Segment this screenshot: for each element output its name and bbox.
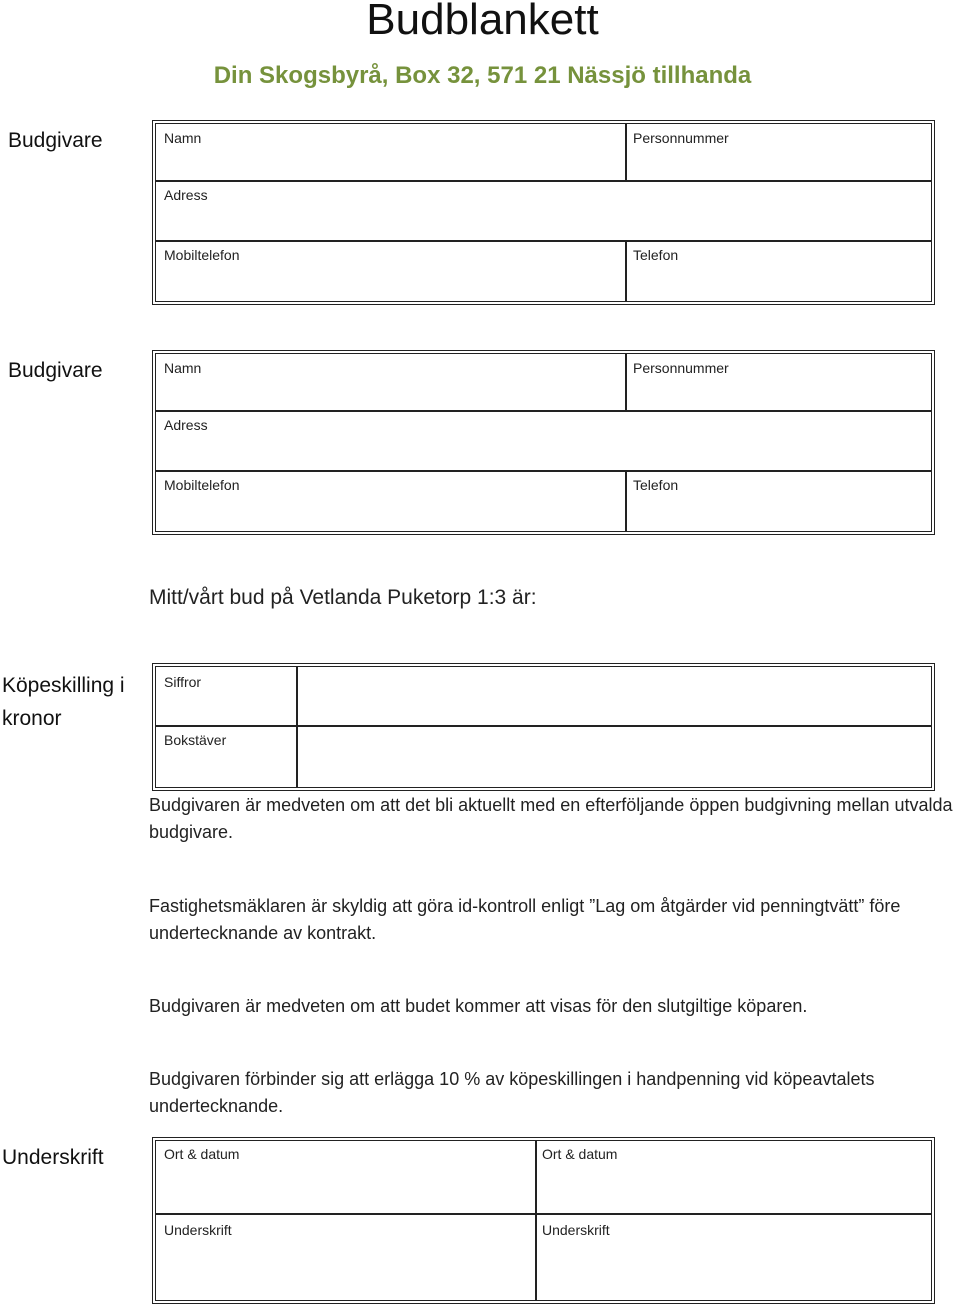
bidder-2-box (152, 350, 935, 535)
form-subtitle: Din Skogsbyrå, Box 32, 571 21 Nässjö tillhanda (213, 62, 752, 89)
form-title: Budblankett (366, 0, 599, 44)
bidder-2-phone-field[interactable]: Telefon (633, 477, 679, 493)
price-label-line1: Köpeskilling i (2, 674, 125, 697)
signature-label: Underskrift (2, 1146, 104, 1169)
signature-field-2[interactable]: Underskrift (542, 1222, 610, 1238)
price-letters-field[interactable]: Bokstäver (164, 732, 227, 748)
bidder-1-name-field[interactable]: Namn (164, 130, 202, 146)
bidder-1-phone-field[interactable]: Telefon (633, 247, 679, 263)
bidder-2-address-field[interactable]: Adress (164, 417, 208, 433)
term-bid-visibility: Budgivaren är medveten om att budet kommer att visas för den slutgiltige köparen. (149, 996, 808, 1016)
bidder-2-name-field[interactable]: Namn (164, 360, 202, 376)
bidder-2-mobile-field[interactable]: Mobiltelefon (164, 477, 240, 493)
bidder-2-label: Budgivare (8, 359, 103, 382)
signature-field-1[interactable]: Underskrift (164, 1222, 232, 1238)
place-date-field-1[interactable]: Ort & datum (164, 1146, 240, 1162)
price-digits-field[interactable]: Siffror (164, 674, 202, 690)
bidder-1-address-field[interactable]: Adress (164, 187, 208, 203)
price-label-line2: kronor (2, 707, 62, 730)
signature-box (152, 1137, 935, 1304)
bidder-2-personnummer-field[interactable]: Personnummer (633, 360, 729, 376)
bidder-1-mobile-field[interactable]: Mobiltelefon (164, 247, 240, 263)
price-box (152, 663, 935, 791)
term-deposit: Budgivaren förbinder sig att erlägga 10 % av köpeskillingen i handpenning vid köpeavtalets undertecknande. (149, 1069, 875, 1116)
bidder-1-label: Budgivare (8, 129, 103, 152)
term-open-bidding: Budgivaren är medveten om att det bli aktuellt med en efterföljande öppen budgivning mellan utvalda budgivare. (149, 795, 953, 842)
term-id-check: Fastighetsmäklaren är skyldig att göra id-kontroll enligt ”Lag om åtgärder vid penningtvätt” före undertecknande av kontrakt. (149, 896, 901, 943)
bid-heading: Mitt/vårt bud på Vetlanda Puketorp 1:3 är: (149, 586, 537, 609)
place-date-field-2[interactable]: Ort & datum (542, 1146, 618, 1162)
bidder-1-personnummer-field[interactable]: Personnummer (633, 130, 729, 146)
bidder-1-box (152, 120, 935, 305)
